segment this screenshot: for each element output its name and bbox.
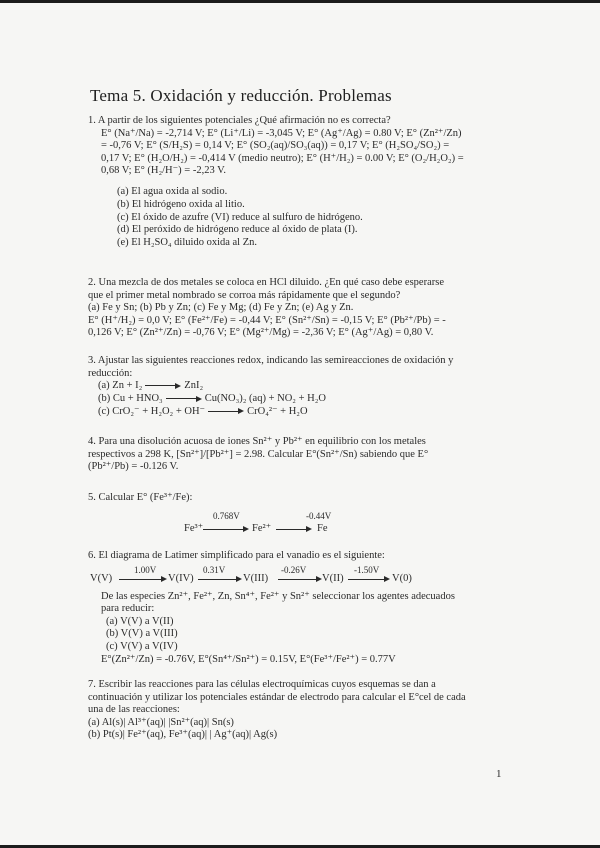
potential-label: 1.00V [134,564,157,575]
potential-label: -0.44V [306,510,332,521]
species-label: Fe³⁺ [184,522,204,534]
diagram-arrow-head [243,526,249,532]
problem-6-data: E°(Zn²⁺/Zn) = -0.76V, E°(Sn⁴⁺/Sn²⁺) = 0.15V, E°(Fe³⁺/Fe²⁺) = 0.77V [101,653,396,665]
problem-3-statement-cont: reducción: [88,367,133,379]
problem-7-statement-cont: una de las reacciones: [88,704,180,716]
problem-2-choices: (a) Fe y Sn; (b) Pb y Zn; (c) Fe y Mg; (d) Fe y Zn; (e) Ag y Zn. [88,302,354,314]
problem-6-option-c: (c) V(V) a V(IV) [106,640,178,652]
problem-3 [88,355,508,419]
problem-2-statement: 2. Una mezcla de dos metales se coloca en HCl diluido. ¿En qué caso debe esperarse [88,277,444,288]
problem-2-data-line: 0,126 V; E° (Zn²⁺/Zn) = -0,76 V; E° (Mg²⁺/Mg) = -2,36 V; E° (Ag⁺/Ag) = 0,80 V. [88,327,434,339]
problem-7 [88,679,508,742]
problem-5 [88,492,508,543]
problem-1-option-d: (d) El peróxido de hidrógeno reduce al óxido de plata (I). [117,224,358,236]
problem-6-option-b: (b) V(V) a V(III) [106,628,178,640]
reaction-reactants: (c) CrO₂⁻ + H₂O₂ + OH⁻ [98,405,206,417]
problem-7-statement-cont: continuación y utilizar los potenciales estándar de electrodo para calcular el E°cel de cada [88,691,466,703]
page-title: Tema 5. Oxidación y reducción. Problemas [90,86,392,105]
diagram-arrow-line [119,579,161,580]
problem-6-option-a: (a) V(V) a V(II) [106,615,174,627]
potential-label: -1.50V [354,564,380,575]
problem-3-statement: 3. Ajustar las siguientes reacciones redox, indicando las semireacciones de oxidación y [88,355,454,366]
diagram-arrow-head [236,576,242,582]
problem-7-statement: 7. Escribir las reacciones para las células electroquímicas cuyos esquemas se dan a [88,679,436,690]
reaction-reactants: (b) Cu + HNO₃ [98,392,163,404]
problem-4-statement-cont: respectivos a 298 K, [Sn²⁺]/[Pb²⁺] = 2.98. Calcular E°(Sn²⁺/Sn) sabiendo que E° [88,448,429,460]
species-label: V(II) [322,572,344,584]
species-label: Fe [317,522,328,534]
species-label: Fe²⁺ [252,522,272,534]
reaction-reactants: (a) Zn + I₂ [98,380,143,392]
page-number: 1 [496,768,502,780]
problem-3-reaction-a [98,380,508,393]
problem-1 [88,115,508,250]
reaction-products: ZnI₂ [184,380,204,392]
problem-5-latimer-diagram [88,509,508,543]
diagram-arrow-head [384,576,390,582]
reaction-products: Cu(NO₃)₂ (aq) + NO₂ + H₂O [204,392,326,404]
diagram-arrow-line [278,579,316,580]
problem-4-statement-cont: (Pb²⁺/Pb) = -0.126 V. [88,461,179,473]
species-label: V(III) [243,572,269,584]
diagram-arrow-line [348,579,384,580]
problem-2-statement-cont: que el primer metal nombrado se corroa más rápidamente que el segundo? [88,289,401,301]
problem-6-latimer-diagram [88,563,508,591]
problem-3-reaction-b [98,393,508,406]
problem-2 [88,277,508,340]
problem-7-cell-b: (b) Pt(s)| Fe²⁺(aq), Fe³⁺(aq)| | Ag⁺(aq)| Ag(s) [88,729,278,741]
potential-label: 0.768V [213,510,240,521]
species-label: V(IV) [168,572,194,584]
reaction-products: CrO₄²⁻ + H₂O [247,405,308,417]
problem-3-reaction-c [98,406,508,419]
reaction-arrow [145,383,181,389]
potential-label: -0.26V [281,564,307,575]
reaction-arrow [208,408,244,414]
diagram-arrow-line [203,529,243,530]
diagram-arrow-line [276,529,306,530]
problem-6-text: para reducir: [101,603,155,615]
page-top-edge [0,0,600,3]
problem-5-statement: 5. Calcular E° (Fe³⁺/Fe): [88,492,193,503]
problem-6-statement: 6. El diagrama de Latimer simplificado para el vanadio es el siguiente: [88,550,385,561]
problem-4 [88,436,508,474]
problem-1-option-a: (a) El agua oxida al sodio. [117,185,228,197]
problem-1-data-line: 0,68 V; E° (H₂/H⁻) = -2,23 V. [101,165,227,177]
problem-1-data-line: E° (Na⁺/Na) = -2,714 V; E° (Li⁺/Li) = -3,045 V; E° (Ag⁺/Ag) = 0.80 V; E° (Zn²⁺/Zn) [101,127,462,139]
diagram-arrow-line [198,579,236,580]
problem-7-cell-a: (a) Al(s)| Al³⁺(aq)| |Sn²⁺(aq)| Sn(s) [88,716,234,728]
problem-1-option-c: (c) El óxido de azufre (VI) reduce al sulfuro de hidrógeno. [117,211,363,223]
problem-1-option-b: (b) El hidrógeno oxida al litio. [117,198,245,210]
problem-1-data-line: = -0,76 V; E° (S/H₂S) = 0,14 V; E° (SO₂(aq)/SO₃(aq)) = 0,17 V; E° (H₂SO₄/SO₂) = [101,140,450,152]
reaction-arrow [166,396,202,402]
potential-label: 0.31V [203,564,226,575]
problem-6 [88,550,508,666]
species-label: V(V) [90,572,113,584]
problem-1-data-line: 0,17 V; E° (H₂O/H₂) = -0,414 V (medio neutro); E° (H⁺/H₂) = 0.00 V; E° (O₂/H₂O₂) = [101,152,464,164]
problem-2-data-line: E° (H⁺/H₂) = 0,0 V; E° (Fe²⁺/Fe) = -0,44 V; E° (Sn²⁺/Sn) = -0,15 V; E° (Pb²⁺/Pb) = - [88,314,446,326]
problem-4-statement: 4. Para una disolución acuosa de iones Sn²⁺ y Pb²⁺ en equilibrio con los metales [88,436,426,447]
diagram-arrow-head [306,526,312,532]
problem-6-text: De las especies Zn²⁺, Fe²⁺, Zn, Sn⁴⁺, Fe²⁺ y Sn²⁺ seleccionar los agentes adecuados [101,590,455,602]
problem-1-option-e: (e) El H₂SO₄ diluido oxida al Zn. [117,237,258,249]
problem-1-statement: 1. A partir de los siguientes potenciales ¿Qué afirmación no es correcta? [88,115,391,126]
species-label: V(0) [392,572,412,584]
diagram-arrow-head [161,576,167,582]
